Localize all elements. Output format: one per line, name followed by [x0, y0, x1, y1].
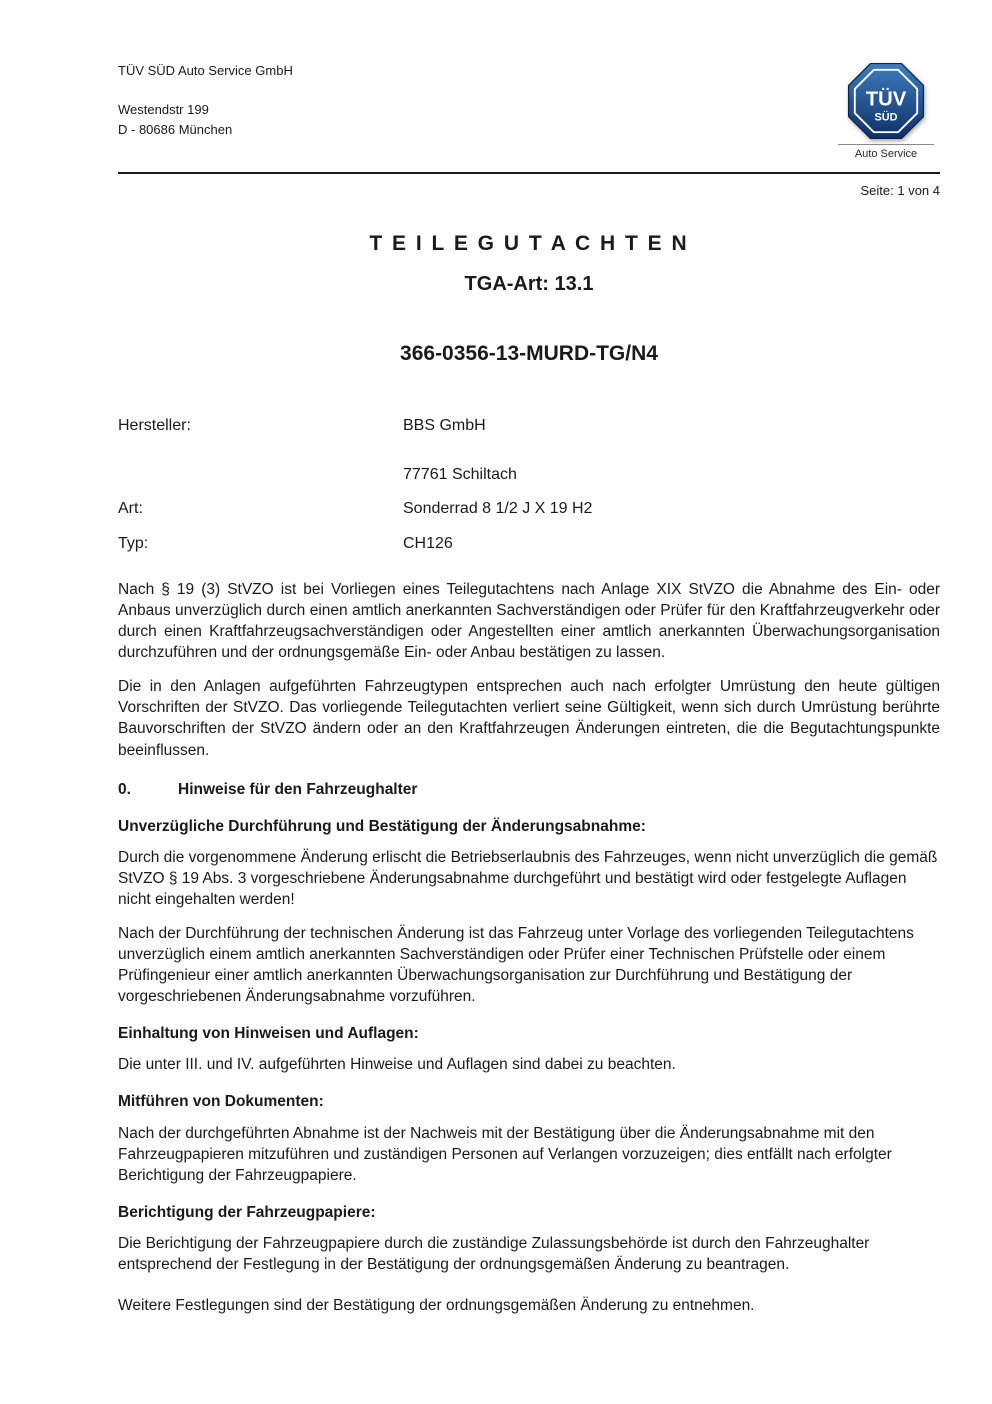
tuv-sud-logo: [838, 62, 934, 162]
title-block: [118, 230, 940, 369]
document-header: [118, 62, 940, 166]
logo-text-tuv: TÜV: [865, 88, 907, 111]
subheading-aenderungsabnahme: Unverzügliche Durchführung und Bestätigung der Änderungsabnahme:: [118, 817, 646, 835]
logo-text-sued: SÜD: [874, 111, 898, 124]
paragraph: Nach der Durchführung der technischen Änderung ist das Fahrzeug unter Vorlage des vorliegenden Teilegutachtens unverzüglich einem amtlich anerkannten Sachverständigen oder Prüfer einer Technischen Prüfstelle oder einem Prüfingenieur einer amtlich anerkannten Überwachungsorganisation zur Durchführung und Bestätigung der vorgeschriebenen Änderungsabnahme vorzuführen.: [118, 924, 914, 1006]
address-line-2: D - 80686 München: [118, 121, 233, 137]
section-number: 0.: [118, 780, 131, 798]
intro-paragraph-2: Die in den Anlagen aufgeführten Fahrzeugtypen entsprechen auch nach erfolgter Umrüstung den heute gültigen Vorschriften der StVZO. Das vorliegende Teilegutachten verliert seine Gültigkeit, wenn sich durch Umrüstung berührte Bauvorschriften der StVZO ändern oder an den Kraftfahrzeugen Änderungen eintreten, die die Begutachtungspunkte beeinflussen.: [118, 678, 940, 759]
document-number: 366-0356-13-MURD-TG/N4: [400, 342, 658, 366]
detail-value: BBS GmbH: [403, 416, 486, 434]
header-divider: [118, 172, 940, 174]
page-indicator: Seite: 1 von 4: [860, 183, 940, 198]
detail-label: Art:: [118, 500, 143, 518]
tuv-sud-octagon-icon: [847, 62, 925, 140]
detail-label: Typ:: [118, 535, 149, 553]
subheading-einhaltung: Einhaltung von Hinweisen und Auflagen:: [118, 1025, 419, 1043]
detail-row-typ: [118, 533, 940, 555]
detail-value: CH126: [403, 535, 453, 553]
paragraph: Nach der durchgeführten Abnahme ist der Nachweis mit der Bestätigung über die Änderungsabnahme mit den Fahrzeugpapieren mitzuführen und zuständigen Personen auf Verlangen vorzuzeigen; dies entfällt nach erfolgter Berichtigung der Fahrzeugpapiere.: [118, 1124, 892, 1184]
subheading-mitfuehren: Mitführen von Dokumenten:: [118, 1093, 324, 1111]
detail-row-ort: [118, 464, 940, 486]
paragraph: Die unter III. und IV. aufgeführten Hinweise und Auflagen sind dabei zu beachten.: [118, 1056, 676, 1074]
detail-row-hersteller: [118, 415, 940, 437]
paragraph: Durch die vorgenommene Änderung erlischt die Betriebserlaubnis des Fahrzeuges, wenn nicht unverzüglich die gemäß StVZO § 19 Abs. 3 vorgeschriebene Änderungsabnahme durchgeführt und bestätigt wird oder festgelegte Auflagen nicht eingehalten werden!: [118, 848, 938, 908]
document-title: T E I L E G U T A C H T E N: [369, 231, 689, 255]
logo-caption: Auto Service: [838, 144, 934, 162]
document-subtitle: TGA-Art: 13.1: [464, 273, 594, 296]
details-table: [118, 415, 940, 555]
detail-value: 77761 Schiltach: [403, 465, 517, 483]
address-line-1: Westendstr 199: [118, 101, 209, 117]
document-body: [118, 579, 940, 1316]
section-0-heading: [118, 779, 940, 800]
detail-value: Sonderrad 8 1/2 J X 19 H2: [403, 500, 593, 518]
sender-address: [118, 100, 940, 140]
intro-paragraph-1: Nach § 19 (3) StVZO ist bei Vorliegen eines Teilegutachtens nach Anlage XIX StVZO die Abnahme des Ein- oder Anbaus unverzüglich durch einen amtlich anerkannten Sachverständigen oder Prüfer für den Kraftfahrzeugverkehr oder durch einen Kraftfahrzeugsachverständigen oder Angestellten einer amtlich anerkannten Überwachungsorganisation durchzuführen und der ordnungsgemäße Ein- oder Anbau bestätigen zu lassen.: [118, 580, 940, 662]
detail-label: Hersteller:: [118, 416, 191, 434]
closing-paragraph: Weitere Festlegungen sind der Bestätigung der ordnungsgemäßen Änderung zu entnehmen.: [118, 1296, 755, 1314]
paragraph: Die Berichtigung der Fahrzeugpapiere durch die zuständige Zulassungsbehörde ist durch den Fahrzeughalter entsprechend der Festlegung in der Bestätigung der ordnungsgemäßen Änderung zu beantragen.: [118, 1234, 870, 1273]
detail-label: [118, 464, 403, 486]
section-title: Hinweise für den Fahrzeughalter: [178, 780, 418, 798]
company-name: TÜV SÜD Auto Service GmbH: [118, 63, 293, 78]
subheading-berichtigung: Berichtigung der Fahrzeugpapiere:: [118, 1203, 376, 1221]
detail-row-art: [118, 498, 940, 520]
